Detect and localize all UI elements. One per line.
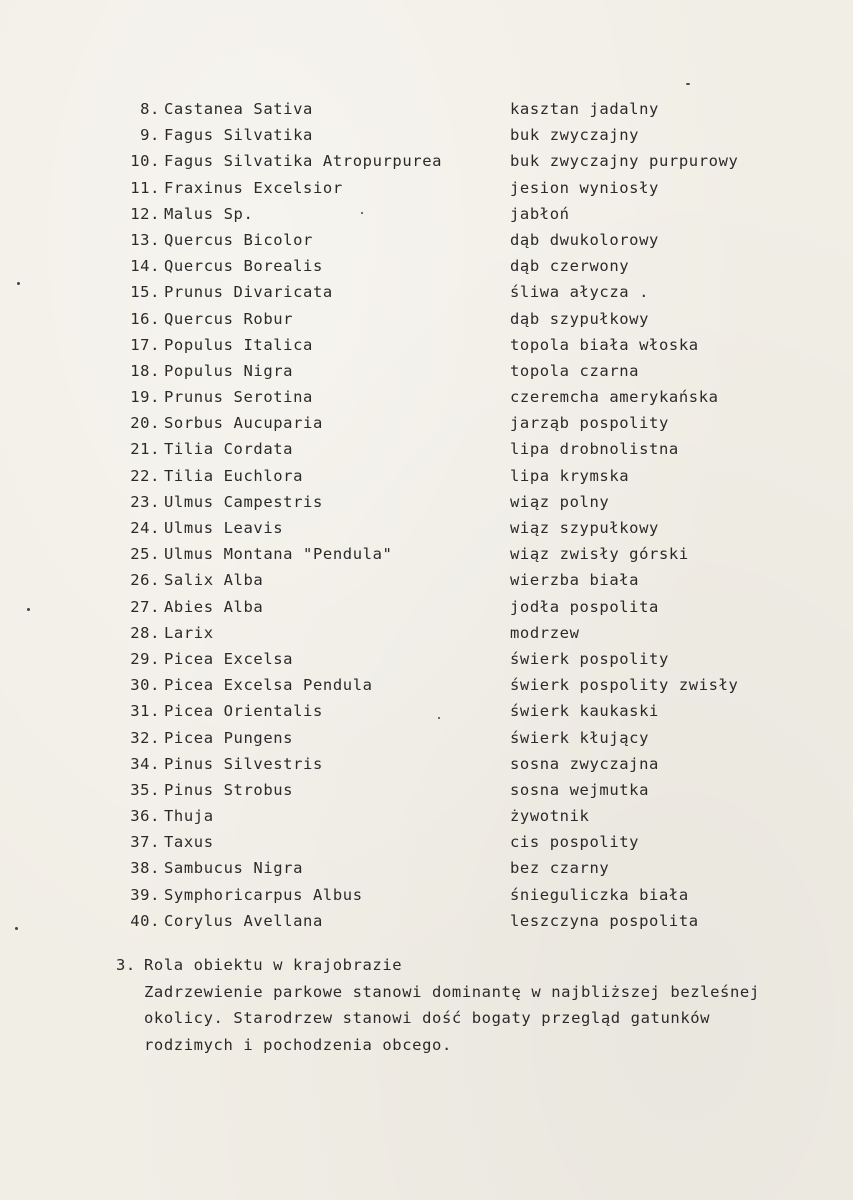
- species-polish-name: sosna zwyczajna: [510, 754, 659, 773]
- species-row: [0, 777, 853, 803]
- species-number: 35.: [130, 780, 160, 799]
- species-polish-name: jarząb pospolity: [510, 414, 669, 433]
- species-row: [0, 463, 853, 489]
- species-polish-name: modrzew: [510, 623, 580, 642]
- species-number: 36.: [130, 807, 160, 826]
- species-latin-name: Fraxinus Excelsior: [164, 178, 343, 197]
- species-number: 18.: [130, 361, 160, 380]
- species-row: [0, 698, 853, 724]
- species-latin-name: Quercus Robur: [164, 309, 294, 328]
- species-polish-name: kasztan jadalny: [510, 100, 659, 118]
- species-polish-name: topola biała włoska: [510, 335, 699, 354]
- species-latin-name: Picea Orientalis: [164, 702, 323, 721]
- species-number: 9.: [140, 126, 160, 145]
- species-number: 29.: [130, 649, 160, 668]
- paper-speck: [686, 83, 690, 85]
- species-polish-name: dąb czerwony: [510, 257, 630, 276]
- species-number: 39.: [130, 885, 160, 904]
- species-number: 11.: [130, 178, 160, 197]
- species-number: 40.: [130, 911, 160, 930]
- species-latin-name: Fagus Silvatika: [164, 126, 313, 145]
- species-latin-name: Pinus Strobus: [164, 780, 294, 799]
- species-number: 14.: [130, 257, 160, 276]
- species-latin-name: Abies Alba: [164, 597, 264, 616]
- species-polish-name: śliwa ałycza .: [510, 283, 650, 302]
- species-polish-name: świerk kaukaski: [510, 702, 659, 721]
- species-number: 13.: [130, 230, 160, 249]
- species-number: 19.: [130, 388, 160, 407]
- species-row: [0, 803, 853, 829]
- species-latin-name: Symphoricarpus Albus: [164, 885, 363, 904]
- species-number: 26.: [130, 571, 160, 590]
- species-number: 10.: [130, 152, 160, 171]
- species-polish-name: jabłoń: [510, 204, 570, 223]
- species-number: 22.: [130, 466, 160, 485]
- species-row: [0, 646, 853, 672]
- species-number: 25.: [130, 545, 160, 564]
- section-line: okolicy. Starodrzew stanowi dość bogaty przegląd gatunków: [144, 1009, 711, 1027]
- species-row: [0, 122, 853, 148]
- species-latin-name: Picea Excelsa: [164, 649, 294, 668]
- species-row: [0, 148, 853, 174]
- species-number: 37.: [130, 833, 160, 852]
- species-row: [0, 96, 853, 122]
- species-row: [0, 175, 853, 201]
- species-row: [0, 201, 853, 227]
- species-latin-name: Pinus Silvestris: [164, 754, 323, 773]
- species-row: [0, 725, 853, 751]
- species-row: [0, 384, 853, 410]
- species-polish-name: buk zwyczajny purpurowy: [510, 152, 739, 171]
- species-polish-name: leszczyna pospolita: [510, 911, 699, 930]
- species-latin-name: Thuja: [164, 807, 214, 826]
- species-polish-name: dąb szypułkowy: [510, 309, 650, 328]
- species-latin-name: Corylus Avellana: [164, 911, 323, 930]
- species-latin-name: Sambucus Nigra: [164, 859, 304, 878]
- species-polish-name: świerk pospolity: [510, 649, 669, 668]
- species-latin-name: Picea Excelsa Pendula: [164, 676, 373, 695]
- section-title: Rola obiektu w krajobrazie: [144, 956, 403, 974]
- species-polish-name: buk zwyczajny: [510, 126, 640, 145]
- species-polish-name: śnieguliczka biała: [510, 885, 689, 904]
- species-row: [0, 908, 853, 934]
- species-polish-name: wierzba biała: [510, 571, 640, 590]
- species-latin-name: Prunus Divaricata: [164, 283, 333, 302]
- species-latin-name: Populus Nigra: [164, 361, 294, 380]
- species-polish-name: żywotnik: [510, 807, 590, 826]
- species-number: 12.: [130, 204, 160, 223]
- species-row: [0, 410, 853, 436]
- species-number: 30.: [130, 676, 160, 695]
- species-latin-name: Taxus: [164, 833, 214, 852]
- paper-speck: [17, 282, 20, 285]
- species-latin-name: Quercus Borealis: [164, 257, 323, 276]
- species-row: [0, 594, 853, 620]
- species-polish-name: wiąz szypułkowy: [510, 519, 659, 537]
- species-list: [0, 96, 853, 934]
- species-row: [0, 436, 853, 462]
- species-row: [0, 672, 853, 698]
- species-row: [0, 489, 853, 515]
- species-row: [0, 567, 853, 593]
- species-row: [0, 751, 853, 777]
- species-number: 34.: [130, 754, 160, 773]
- species-latin-name: Tilia Cordata: [164, 440, 294, 459]
- species-polish-name: cis pospolity: [510, 833, 640, 852]
- species-latin-name: Castanea Sativa: [164, 100, 313, 118]
- paper-speck: [361, 212, 363, 214]
- section-body: [116, 979, 836, 1059]
- species-latin-name: Populus Italica: [164, 335, 313, 354]
- species-latin-name: Ulmus Leavis: [164, 519, 284, 537]
- species-latin-name: Larix: [164, 623, 214, 642]
- species-number: 24.: [130, 519, 160, 537]
- species-latin-name: Malus Sp.: [164, 204, 254, 223]
- section-landscape-role: [116, 952, 836, 1058]
- section-heading: [116, 952, 836, 979]
- species-number: 21.: [130, 440, 160, 459]
- species-polish-name: jesion wyniosły: [510, 178, 659, 197]
- species-number: 27.: [130, 597, 160, 616]
- species-row: [0, 882, 853, 908]
- species-polish-name: bez czarny: [510, 859, 610, 878]
- species-latin-name: Quercus Bicolor: [164, 230, 313, 249]
- species-polish-name: wiąz zwisły górski: [510, 545, 689, 564]
- species-number: 31.: [130, 702, 160, 721]
- species-number: 17.: [130, 335, 160, 354]
- species-row: [0, 253, 853, 279]
- species-number: 28.: [130, 623, 160, 642]
- species-row: [0, 227, 853, 253]
- species-row: [0, 332, 853, 358]
- species-polish-name: wiąz polny: [510, 492, 610, 511]
- species-polish-name: lipa drobnolistna: [510, 440, 679, 459]
- species-polish-name: jodła pospolita: [510, 597, 659, 616]
- species-latin-name: Sorbus Aucuparia: [164, 414, 323, 433]
- species-latin-name: Ulmus Campestris: [164, 492, 323, 511]
- species-latin-name: Fagus Silvatika Atropurpurea: [164, 152, 443, 171]
- species-row: [0, 855, 853, 881]
- paper-speck: [15, 927, 18, 930]
- species-polish-name: topola czarna: [510, 361, 640, 380]
- species-number: 32.: [130, 728, 160, 747]
- species-polish-name: dąb dwukolorowy: [510, 230, 659, 249]
- species-number: 38.: [130, 859, 160, 878]
- species-row: [0, 620, 853, 646]
- section-number: 3.: [116, 956, 136, 974]
- paper-speck: [438, 717, 440, 719]
- species-latin-name: Picea Pungens: [164, 728, 294, 747]
- species-row: [0, 358, 853, 384]
- species-number: 16.: [130, 309, 160, 328]
- species-polish-name: sosna wejmutka: [510, 780, 650, 799]
- species-row: [0, 515, 853, 541]
- species-row: [0, 829, 853, 855]
- species-number: 23.: [130, 492, 160, 511]
- species-row: [0, 279, 853, 305]
- species-polish-name: świerk kłujący: [510, 728, 650, 747]
- species-row: [0, 306, 853, 332]
- species-polish-name: lipa krymska: [510, 466, 630, 485]
- species-number: 20.: [130, 414, 160, 433]
- species-row: [0, 541, 853, 567]
- species-number: 15.: [130, 283, 160, 302]
- section-line: Zadrzewienie parkowe stanowi dominantę w najbliższej bezleśnej: [144, 982, 760, 1001]
- species-latin-name: Prunus Serotina: [164, 388, 313, 407]
- paper-speck: [27, 608, 30, 611]
- species-number: 8.: [140, 100, 160, 118]
- species-polish-name: świerk pospolity zwisły: [510, 676, 739, 695]
- species-latin-name: Tilia Euchlora: [164, 466, 304, 485]
- species-polish-name: czeremcha amerykańska: [510, 388, 719, 407]
- section-line: rodzimych i pochodzenia obcego.: [144, 1035, 452, 1054]
- species-latin-name: Ulmus Montana "Pendula": [164, 545, 393, 564]
- species-latin-name: Salix Alba: [164, 571, 264, 590]
